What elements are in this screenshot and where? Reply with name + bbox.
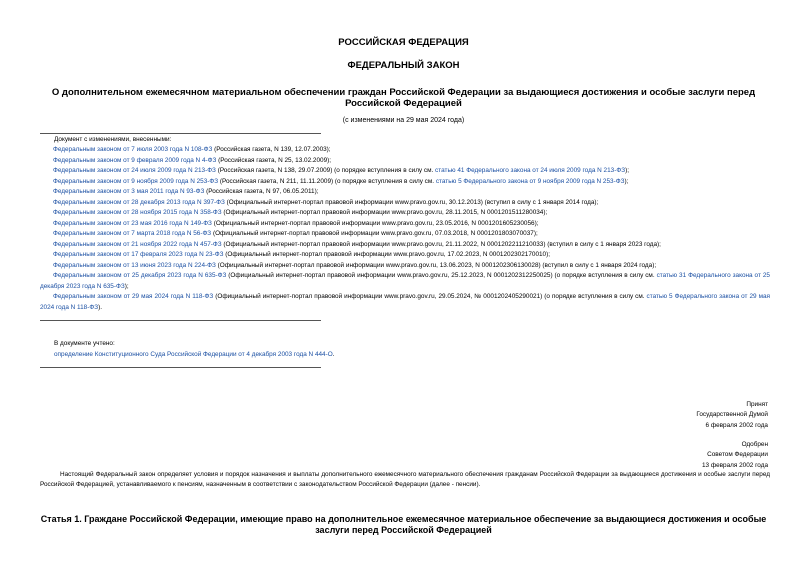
amendment-text: (Официальный интернет-портал правовой информации www.pravo.gov.ru, 29.05.2024, № 0001202405290021) (о порядке вступления в силу см. (213, 293, 647, 300)
amendment-link[interactable]: Федеральным законом от 13 июня 2023 года N 224-ФЗ (53, 261, 216, 269)
duma-line: Государственной Думой (696, 411, 768, 419)
amendment-link[interactable]: Федеральным законом от 7 марта 2018 года N 56-ФЗ (53, 230, 212, 237)
amendment-link[interactable]: Федеральным законом от 25 декабря 2023 года N 635-ФЗ (53, 272, 227, 279)
amendment-text: (Официальный интернет-портал правовой информации www.pravo.gov.ru, 21.11.2022, N 0001202211210033) (вступил в силу с 1 января 2023 года); (221, 240, 661, 248)
amendment-item (40, 292, 770, 313)
amendment-text: (Официальный интернет-портал правовой информации www.pravo.gov.ru, 07.03.2018, N 0001201803070037); (211, 230, 538, 237)
amendment-item (40, 271, 770, 292)
court-ruling-link[interactable]: определение Конституционного Суда Российской Федерации от 4 декабря 2003 года N 444-О (54, 351, 333, 358)
amendment-link[interactable]: Федеральным законом от 9 ноября 2009 года N 253-ФЗ (53, 177, 219, 185)
amendment-link[interactable]: Федеральным законом от 3 мая 2011 года N 93-ФЗ (53, 188, 205, 195)
amendment-link[interactable]: Федеральным законом от 23 мая 2016 года N 149-ФЗ (53, 219, 212, 227)
amendment-article-link[interactable]: статью 41 Федерального закона от 24 июля 2009 года N 213-ФЗ (435, 167, 626, 174)
amendment-item (40, 240, 770, 251)
amendment-text: (Российская газета, N 25, 13.02.2009); (216, 156, 332, 164)
amendment-text: (Официальный интернет-портал правовой информации www.pravo.gov.ru, 30.12.2013) (вступил в силу с 1 января 2014 года); (224, 198, 599, 206)
council-line: Одобрен (741, 441, 768, 448)
council-line: 13 февраля 2002 года (701, 461, 768, 469)
divider-mid (40, 320, 321, 321)
amendments-list (40, 145, 770, 313)
amendment-text: (Российская газета, N 139, 12.07.2003); (212, 146, 331, 153)
amendment-item (40, 198, 770, 209)
duma-line: Принят (746, 401, 768, 408)
amendment-text: ); (124, 282, 129, 290)
amendment-item (40, 208, 770, 219)
considered-item (54, 350, 334, 360)
amendment-text: ). (98, 303, 102, 311)
amendment-item (40, 177, 770, 188)
amendment-text: ); (625, 167, 629, 174)
amendment-article-link[interactable]: статью 5 Федерального закона от 9 ноября 2009 года N 253-ФЗ (435, 177, 625, 185)
amendment-text: ); (624, 177, 629, 185)
amendment-link[interactable]: Федеральным законом от 28 ноября 2015 года N 358-ФЗ (53, 209, 222, 216)
amendment-link[interactable]: Федеральным законом от 29 мая 2024 года N 118-ФЗ (53, 293, 214, 300)
amendment-text: (Российская газета, N 211, 11.11.2009) (о порядке вступления в силу см. (218, 177, 436, 185)
amendment-link[interactable]: Федеральным законом от 7 июля 2003 года N 108-ФЗ (53, 146, 213, 153)
amendment-item (40, 261, 770, 272)
preamble-paragraph: Настоящий Федеральный закон определяет условия и порядок назначения и выплаты дополнительного ежемесячного материального обеспечения гражданам Российской Федерации за выдающиеся достижения и особые заслуги перед Российской Федерацией, устанавливаемого к пенсиям, назначенным в соответствии с законодательством Российской Федерации (далее - пенсии). (40, 471, 770, 489)
amendment-link[interactable]: Федеральным законом от 9 февраля 2009 года N 4-ФЗ (53, 156, 217, 164)
amendment-text: (Официальный интернет-портал правовой информации www.pravo.gov.ru, 13.06.2023, N 0001202306130028) (вступил в силу с 1 января 2024 года); (215, 261, 657, 269)
amendment-item (40, 250, 770, 261)
amendment-item (40, 229, 770, 240)
amendments-heading: Документ с изменениями, внесенными: (54, 136, 172, 143)
country-heading: РОССИЙСКАЯ ФЕДЕРАЦИЯ (338, 37, 469, 48)
amendment-article-link[interactable]: статью 31 Федерального закона от 25 декабря 2023 года N 635-ФЗ (40, 272, 770, 290)
law-title: О дополнительном ежемесячном материальном обеспечении граждан Российской Федерации за выдающиеся достижения и особые заслуги перед Российской Федерацией (51, 87, 756, 109)
council-approval (702, 440, 768, 471)
considered-text: . (332, 351, 335, 358)
amendment-text: (Официальный интернет-портал правовой информации www.pravo.gov.ru, 23.05.2016, N 0001201605230056); (211, 219, 539, 227)
amendment-link[interactable]: Федеральным законом от 24 июля 2009 года N 213-ФЗ (53, 167, 216, 174)
amendment-text: (Официальный интернет-портал правовой информации www.pravo.gov.ru, 25.12.2023, N 0001202312250025) (о порядке вступления в силу см. (226, 272, 657, 279)
article-1-heading: Статья 1. Граждане Российской Федерации, имеющие право на дополнительное ежемесячное материальное обеспечение за выдающиеся достижения и особые заслуги перед Российской Федерацией (40, 514, 767, 535)
amendment-text: (Российская газета, N 138, 29.07.2009) (о порядке вступления в силу см. (215, 167, 436, 174)
duma-line: 6 февраля 2002 года (705, 421, 768, 429)
amendment-text: (Официальный интернет-портал правовой информации www.pravo.gov.ru, 17.02.2023, N 0001202302170010); (223, 251, 551, 258)
amendment-link[interactable]: Федеральным законом от 28 декабря 2013 года N 397-ФЗ (53, 198, 225, 206)
divider-top (40, 133, 321, 134)
duma-adoption (696, 400, 768, 431)
amendment-article-link[interactable]: статью 5 Федерального закона от 29 мая 2024 года N 118-ФЗ (40, 293, 770, 311)
amendment-item (40, 187, 770, 198)
considered-heading: В документе учтено: (54, 340, 115, 347)
amendment-item (40, 156, 770, 167)
amendment-link[interactable]: Федеральным законом от 21 ноября 2022 года N 457-ФЗ (53, 240, 222, 248)
amendment-item (40, 145, 770, 156)
edition-note: (с изменениями на 29 мая 2024 года) (342, 117, 465, 124)
divider-bottom (40, 367, 321, 368)
law-type-heading: ФЕДЕРАЛЬНЫЙ ЗАКОН (347, 60, 460, 71)
amendment-link[interactable]: Федеральным законом от 17 февраля 2023 года N 23-ФЗ (53, 251, 224, 258)
amendment-text: (Официальный интернет-портал правовой информации www.pravo.gov.ru, 28.11.2015, N 0001201511280034); (221, 209, 548, 216)
amendment-item (40, 166, 770, 177)
council-line: Советом Федерации (707, 451, 768, 459)
amendment-text: (Российская газета, N 97, 06.05.2011); (204, 188, 319, 195)
amendment-item (40, 219, 770, 230)
